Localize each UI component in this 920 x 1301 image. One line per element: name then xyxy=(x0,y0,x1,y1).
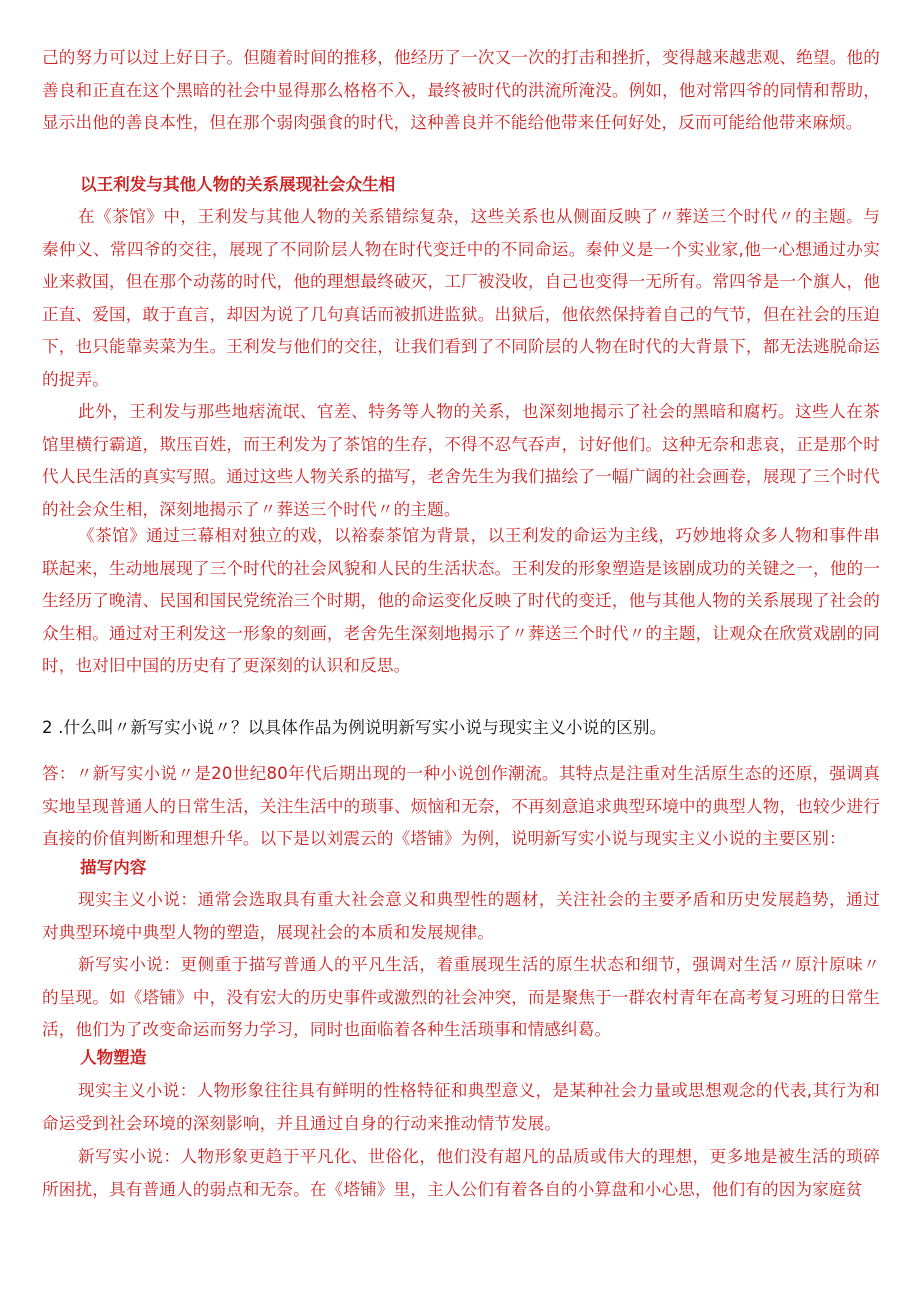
paragraph-relationships-1: 在《茶馆》中，王利发与其他人物的关系错综复杂，这些关系也从侧面反映了〃葬送三个时代〃的主题。与秦仲义、常四爷的交往，展现了不同阶层人物在时代变迁中的不同命运。秦仲义是一个实业家,他一心想通过办实业来救国，但在那个动荡的时代，他的理想最终破灭，工厂被没收，自己也变得一无所有。常四爷是一个旗人，他正直、爱国，敢于直言，却因为说了几句真话而被抓进监狱。出狱后，他依然保持着自己的气节，但在社会的压迫下，也只能靠卖菜为生。王利发与他们的交往，让我们看到了不同阶层的人物在时代的大背景下，都无法逃脱命运的捉弄。 xyxy=(42,207,880,389)
continued-paragraph: 己的努力可以过上好日子。但随着时间的推移，他经历了一次又一次的打击和挫折，变得越来越悲观、绝望。他的善良和正直在这个黑暗的社会中显得那么格格不入，最终被时代的洪流所淹没。例如，他对常四爷的同情和帮助，显示出他的善良本性，但在那个弱肉强食的时代，这种善良并不能给他带来任何好处，反而可能给他带来麻烦。 xyxy=(42,48,880,133)
question-2: 2 .什么叫〃新写实小说〃？以具体作品为例说明新写实小说与现实主义小说的区别。 xyxy=(42,718,667,737)
subheading-description-content: 描写内容 xyxy=(80,858,147,877)
subheading-character-portrayal: 人物塑造 xyxy=(80,1048,147,1067)
section-heading-relationships: 以王利发与其他人物的关系展现社会众生相 xyxy=(80,175,396,194)
paragraph-new-realism-character: 新写实小说：人物形象更趋于平凡化、世俗化，他们没有超凡的品质或伟大的理想，更多地是被生活的琐碎所困扰，具有普通人的弱点和无奈。在《塔铺》里，主人公们有着各自的小算盘和小心思，他们有的因为家庭贫 xyxy=(42,1147,880,1199)
answer-2-intro: 答：〃新写实小说〃是20世纪80年代后期出现的一种小说创作潮流。其特点是注重对生活原生态的还原，强调真实地呈现普通人的日常生活，关注生活中的琐事、烦恼和无奈，不再刻意追求典型环境中的典型人物，也较少进行直接的价值判断和理想升华。以下是以刘震云的《塔铺》为例，说明新写实小说与现实主义小说的主要区别： xyxy=(42,764,880,849)
paragraph-realism-character: 现实主义小说：人物形象往往具有鲜明的性格特征和典型意义，是某种社会力量或思想观念的代表,其行为和命运受到社会环境的深刻影响，并且通过自身的行动来推动情节发展。 xyxy=(42,1081,880,1133)
paragraph-relationships-2: 此外，王利发与那些地痞流氓、官差、特务等人物的关系，也深刻地揭示了社会的黑暗和腐朽。这些人在茶馆里横行霸道，欺压百姓，而王利发为了茶馆的生存，不得不忍气吞声，讨好他们。这种无奈和悲哀，正是那个时代人民生活的真实写照。通过这些人物关系的描写，老舍先生为我们描绘了一幅广阔的社会画卷，展现了三个时代的社会众生相，深刻地揭示了〃葬送三个时代〃的主题。 xyxy=(42,402,880,519)
paragraph-realism-content: 现实主义小说：通常会选取具有重大社会意义和典型性的题材，关注社会的主要矛盾和历史发展趋势，通过对典型环境中典型人物的塑造，展现社会的本质和发展规律。 xyxy=(42,890,880,942)
paragraph-summary: 《茶馆》通过三幕相对独立的戏，以裕泰茶馆为背景，以王利发的命运为主线，巧妙地将众多人物和事件串联起来，生动地展现了三个时代的社会风貌和人民的生活状态。王利发的形象塑造是该剧成功的关键之一，他的一生经历了晚清、民国和国民党统治三个时期，他的命运变化反映了时代的变迁，他与其他人物的关系展现了社会的众生相。通过对王利发这一形象的刻画，老舍先生深刻地揭示了〃葬送三个时代〃的主题，让观众在欣赏戏剧的同时，也对旧中国的历史有了更深刻的认识和反思。 xyxy=(42,526,880,676)
paragraph-new-realism-content: 新写实小说：更侧重于描写普通人的平凡生活，着重展现生活的原生状态和细节，强调对生活〃原汁原味〃的呈现。如《塔铺》中，没有宏大的历史事件或激烈的社会冲突，而是聚焦于一群农村青年在高考复习班的日常生活，他们为了改变命运而努力学习，同时也面临着各种生活琐事和情感纠葛。 xyxy=(42,955,880,1040)
